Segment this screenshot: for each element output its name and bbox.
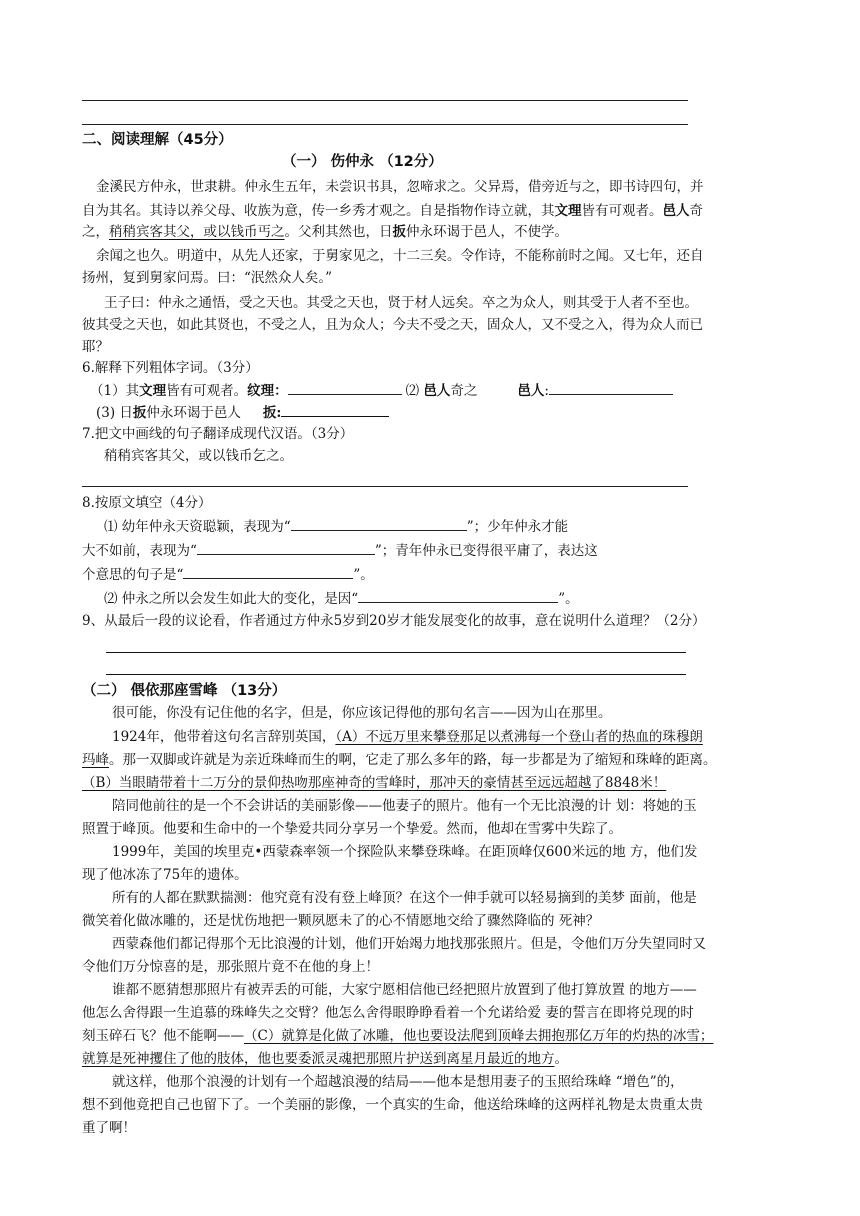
passage-line: 重了啊！ [82,1120,136,1136]
answer-line[interactable] [106,652,686,653]
passage-line: 想不到他竟把自己也留下了。一个美丽的影像，一个真实的生命，他送给珠峰的这两样礼物是太贵重太贵 [82,1097,703,1113]
question-8-line: 个意思的句子是“ ”。 [82,564,374,585]
underlined-sentence-a: （A）不远万里来攀登那足以煮沸每一个登山者的热血的珠穆朗 [335,729,703,745]
underlined-sentence-b: （B）当眼睛带着十二万分的景仰热吻那座神奇的雪峰时，那冲天的豪情甚至远远超越了8848米！ [82,775,667,791]
answer-blank[interactable] [291,516,467,531]
answer-blank[interactable] [197,540,375,555]
passage-line: 西蒙森他们都记得那个无比浪漫的计划，他们开始竭力地找那张照片。但是，令他们万分失望同时又 [112,936,706,952]
passage-line: 1924年，他带着这句名言辞别英国，（A）不远万里来攀登那足以煮沸每一个登山者的热血的珠穆朗 [112,729,703,745]
passage-line: 之，稍稍宾客其父，或以钱币丐之。父利其然也，日扳仲永环谒于邑人，不使学。 [82,224,568,240]
answer-blank[interactable] [183,564,353,579]
passage-line: 彼其受之天也，如此其贤也，不受之人，且为众人；今夫不受之天，固众人，又不受之入，得为众人而已 [82,317,703,333]
underlined-sentence: 稍稍宾客其父，或以钱币丐之 [109,224,285,240]
section-title: 二、阅读理解（45分） [82,132,233,148]
question-8-line: ⑴ 幼年仲永天资聪颖，表现为“ ”；少年仲永才能 [104,516,568,537]
answer-line [82,124,688,125]
question-9-title: 9、从最后一段的议论看，作者通过方仲永5岁到20岁才能发展变化的故事，意在说明什么道理？（2分） [82,613,706,629]
passage-line: 他怎么舍得跟一生追慕的珠峰失之交臂？他怎么舍得眼睁睁看着一个允诺给爱 妻的誓言在即将兑现的时 [82,1005,694,1021]
question-7-sentence: 稍稍宾客其父，或以钱币乞之。 [104,448,293,464]
passage-line: 刻玉碎石飞？他不能啊——（C）就算是化做了冰雕，他也要设法爬到顶峰去拥抱那亿万年的灼热的冰雪； [82,1028,714,1044]
passage-line: 所有的人都在默默揣测：他究竟有没有登上峰顶？在这个一伸手就可以轻易摘到的美梦 面前，他是 [112,890,697,906]
passage-line: 余闻之也久。明道中，从先人还家，于舅家见之，十二三矣。令作诗，不能称前时之闻。又七年，还自 [96,248,704,264]
answer-blank[interactable] [358,588,558,603]
answer-blank[interactable] [288,380,402,395]
passage-line: 现了他冰冻了75年的遗体。 [82,867,248,883]
passage-line: 玛峰。那一双脚或许就是为亲近珠峰而生的啊，它走了那么多年的路，每一步都是为了缩短和珠峰的距离。 [82,752,717,768]
question-8-line: 大不如前，表现为“ ”；青年仲永已变得很平庸了，表达这 [82,540,598,561]
answer-line[interactable] [106,674,686,675]
passage-line: 王子曰：仲永之通悟，受之天也。其受之天也，贤于材人远矣。卒之为众人，则其受于人者不至也。 [104,295,698,311]
answer-line [82,100,688,101]
passage-line: 1999年，美国的埃里克•西蒙森率领一个探险队来攀登珠峰。在距顶峰仅600米远的地 方，他们发 [112,844,698,860]
passage-line: 自为其名。其诗以养父母、收族为意，传一乡秀才观之。自是指物作诗立就，其文理皆有可观者。邑人奇 [82,203,703,219]
question-7-title: 7.把文中画线的句子翻译成现代汉语。（3分） [82,426,354,442]
passage-line: 很可能，你没有记住他的名字，但是，你应该记得他的那句名言——因为山在那里。 [112,705,612,721]
question-6-title: 6.解释下列粗体字词。（3分） [82,360,259,376]
passage-line: 陪同他前往的是一个不会讲话的美丽影像——他妻子的照片。他有一个无比浪漫的计 划：将她的玉 [112,798,697,814]
passage-line: 金溪民方仲永，世隶耕。仲永生五年，未尝识书具，忽啼求之。父异焉，借旁近与之，即书诗四句，并 [96,179,704,195]
answer-line[interactable] [82,486,688,487]
answer-blank[interactable] [549,380,673,395]
part1-title: （一） 伤仲永 （12分） [282,154,443,170]
question-8-title: 8.按原文填空（4分） [82,495,212,511]
passage-line: 耶？ [82,339,109,355]
part2-title: （二） 偎依那座雪峰 （13分） [82,683,287,699]
question-8-line: ⑵ 仲永之所以会发生如此大的变化，是因“ ”。 [104,588,579,609]
underlined-sentence-c: （C）就算是化做了冰雕，他也要设法爬到顶峰去拥抱那亿万年的灼热的冰雪； [244,1028,714,1044]
passage-line: 令他们万分惊喜的是，那张照片竟不在他的身上！ [82,959,379,975]
passage-line: 微笑着化做冰雕的，还是忧伤地把一颗夙愿未了的心不情愿地交给了骤然降临的 死神？ [82,913,600,929]
question-6-row2: (3) 日扳仲永环谒于邑人 扳: [96,402,389,423]
passage-line: 照置于峰顶。他要和生命中的一个挚爱共同分享另一个挚爱。然而，他却在雪雾中失踪了。 [82,821,622,837]
passage-line: 就算是死神攫住了他的肢体，他也要委派灵魂把那照片护送到离星月最近的地方。 [82,1051,568,1067]
passage-line: 扬州，复到舅家问焉。曰：“泯然众人矣。” [82,270,333,286]
question-6-row1: （1）其文理皆有可观者。纹理： ⑵ 邑人奇之 邑人: [90,380,673,401]
passage-line: 谁都不愿猜想那照片有被弄丢的可能，大家宁愿相信他已经把照片放置到了他打算放置 的地方—— [112,982,697,998]
answer-blank[interactable] [281,402,389,417]
passage-line: 就这样，他那个浪漫的计划有一个超越浪漫的结局——他本是想用妻子的玉照给珠峰 “增色”的， [112,1074,684,1090]
